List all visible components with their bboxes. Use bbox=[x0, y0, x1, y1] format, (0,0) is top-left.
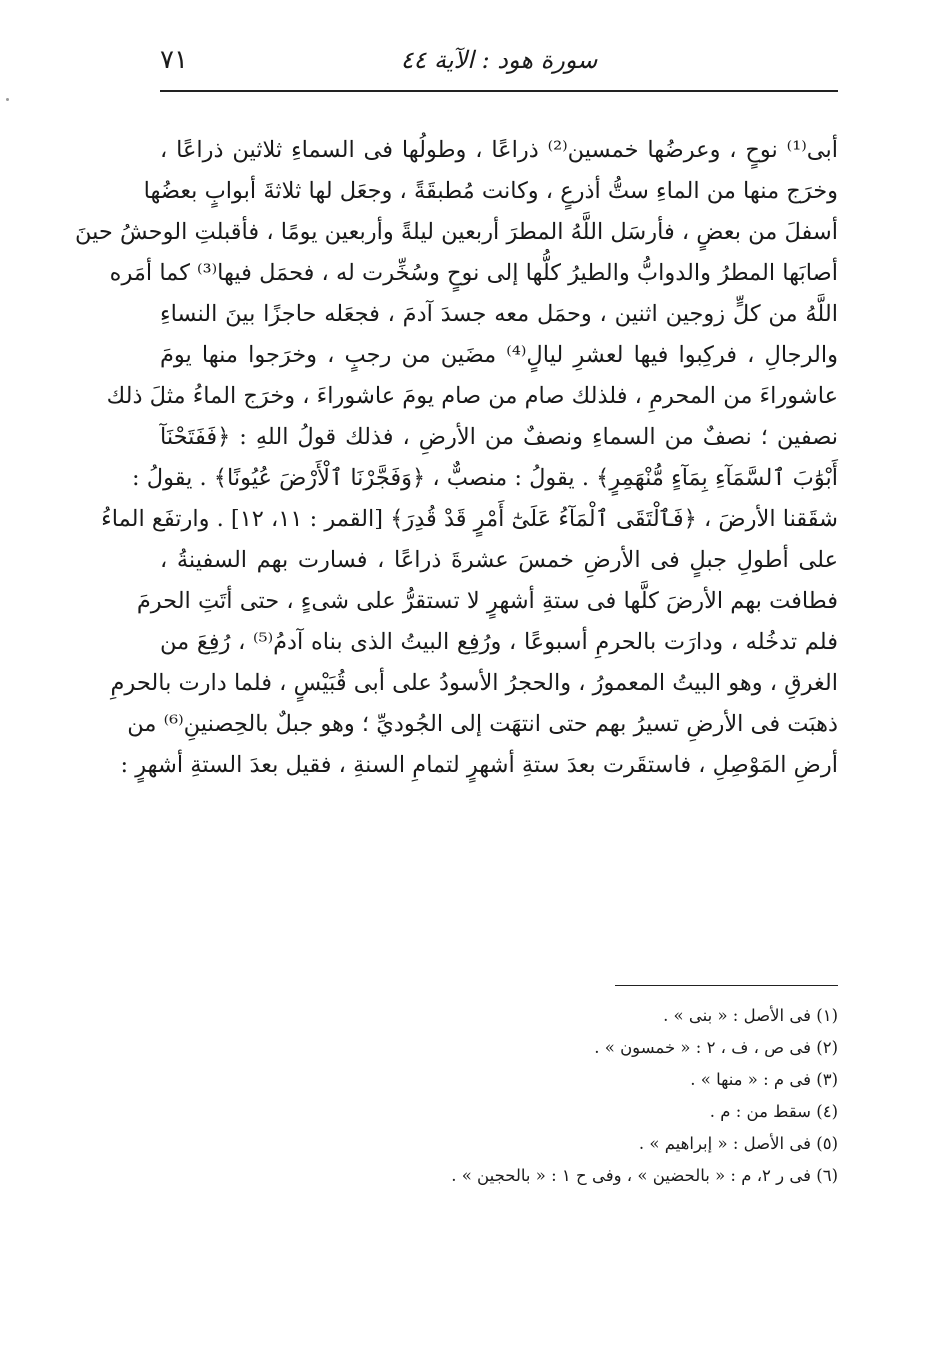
text-line: على أطولِ جبلٍ فى الأرضِ خمسَ عشرةَ ذراعًا ، فسارت بهم السفينةُ ، bbox=[160, 547, 838, 573]
text-line: أصابَها المطرُ والدوابُّ والطيرُ كلُّها إلى نوحٍ وسُخِّرت له ، فحمَل فيها⁽³⁾ كما أمَره bbox=[109, 260, 838, 286]
text-line: وخرَج منها من الماءِ ستُّ أذرعٍ ، وكانت مُطبقَةً ، وجعَل لها ثلاثةَ أبوابٍ بعضُها bbox=[143, 178, 838, 204]
text-line: اللَّهُ من كلٍّ زوجين اثنين ، وحمَل معه جسدَ آدمَ ، فجعَله حاجزًا بينَ النساءِ bbox=[160, 301, 838, 327]
footnote: (٢) فى ص ، ف ، ٢ : « خمسون » . bbox=[594, 1038, 838, 1057]
footnote: (٣) فى م : « منها » . bbox=[690, 1070, 838, 1089]
text-line: عاشوراءَ من المحرمِ ، فلذلك صام من صام يومَ عاشوراءَ ، وخرَج الماءُ مثلَ ذلك bbox=[106, 383, 838, 409]
footnote: (١) فى الأصل : « بنى » . bbox=[663, 1006, 838, 1025]
footnote-rule bbox=[615, 985, 838, 986]
header-rule bbox=[160, 90, 838, 92]
text-line: شقَقنا الأرضَ ، ﴿فَٱلْتَقَى ٱلْمَآءُ عَلَىٰٓ أَمْرٍ قَدْ قُدِرَ﴾ [القمر : ١١، ١٢] . وارتفَع الماءُ bbox=[101, 506, 838, 532]
text-line: والرجالِ ، فركِبوا فيها لعشرِ ليالٍ⁽⁴⁾ مضَين من رجبٍ ، وخرَجوا منها يومَ bbox=[160, 342, 838, 368]
running-title: سورة هود : الآية ٤٤ bbox=[400, 46, 598, 74]
text-line: فلم تدخُله ، ودارَت بالحرمِ أسبوعًا ، ورُفِع البيتُ الذى بناه آدمُ⁽⁵⁾ ، رُفِعَ من bbox=[160, 629, 838, 655]
footnotes bbox=[160, 1000, 838, 1192]
margin-speck bbox=[6, 98, 9, 101]
footnote: (٦) فى ر ٢، م : « بالحضين » ، وفى ح ١ : « بالحجين » . bbox=[451, 1166, 838, 1185]
text-line: أرضِ المَوْصِلِ ، فاستقَرت بعدَ ستةِ أشهرٍ لتمامِ السنةِ ، فقيل بعدَ الستةِ أشهرٍ : bbox=[120, 752, 838, 778]
text-line: الغرقِ ، وهو البيتُ المعمورُ ، والحجرُ الأسودُ على أبى قُبَيْسٍ ، فلما دارت بالحرمِ bbox=[110, 670, 838, 696]
main-text bbox=[75, 130, 839, 786]
text-line: فطافت بهم الأرضَ كلَّها فى ستةِ أشهرٍ لا تستقرُّ على شىءٍ ، حتى أتَتِ الحرمَ bbox=[136, 588, 838, 614]
page-header bbox=[160, 42, 838, 88]
text-line: ذهبَت فى الأرضِ تسيرُ بهم حتى انتهَت إلى الجُوديِّ ؛ وهو جبلٌ بالحِصنينِ⁽⁶⁾ من bbox=[127, 711, 838, 737]
text-line: أسفلَ من بعضٍ ، فأرسَل اللَّهُ المطرَ أربعين ليلةً وأربعين يومًا ، فأقبلتِ الوحشُ حينَ bbox=[75, 219, 838, 245]
text-line: أبى⁽¹⁾ نوحٍ ، وعرضُها خمسين⁽²⁾ ذراعًا ، وطولُها فى السماءِ ثلاثين ذراعًا ، bbox=[160, 137, 839, 163]
text-line: أَبْوَٰبَ ٱلسَّمَآءِ بِمَآءٍ مُّنْهَمِرٍ﴾ . يقولُ : منصبٌّ ، ﴿وَفَجَّرْنَا ٱلْأَرْضَ عُيُونًا﴾ . يقولُ : bbox=[131, 465, 838, 491]
footnote: (٤) سقط من : م . bbox=[709, 1102, 838, 1121]
footnote: (٥) فى الأصل : « إبراهيم » . bbox=[638, 1134, 838, 1153]
text-line: نصفين ؛ نصفٌ من السماءِ ونصفٌ من الأرضِ ، فذلك قولُ اللهِ : ﴿فَفَتَحْنَآ bbox=[160, 424, 838, 450]
page-number: ٧١ bbox=[160, 45, 188, 75]
